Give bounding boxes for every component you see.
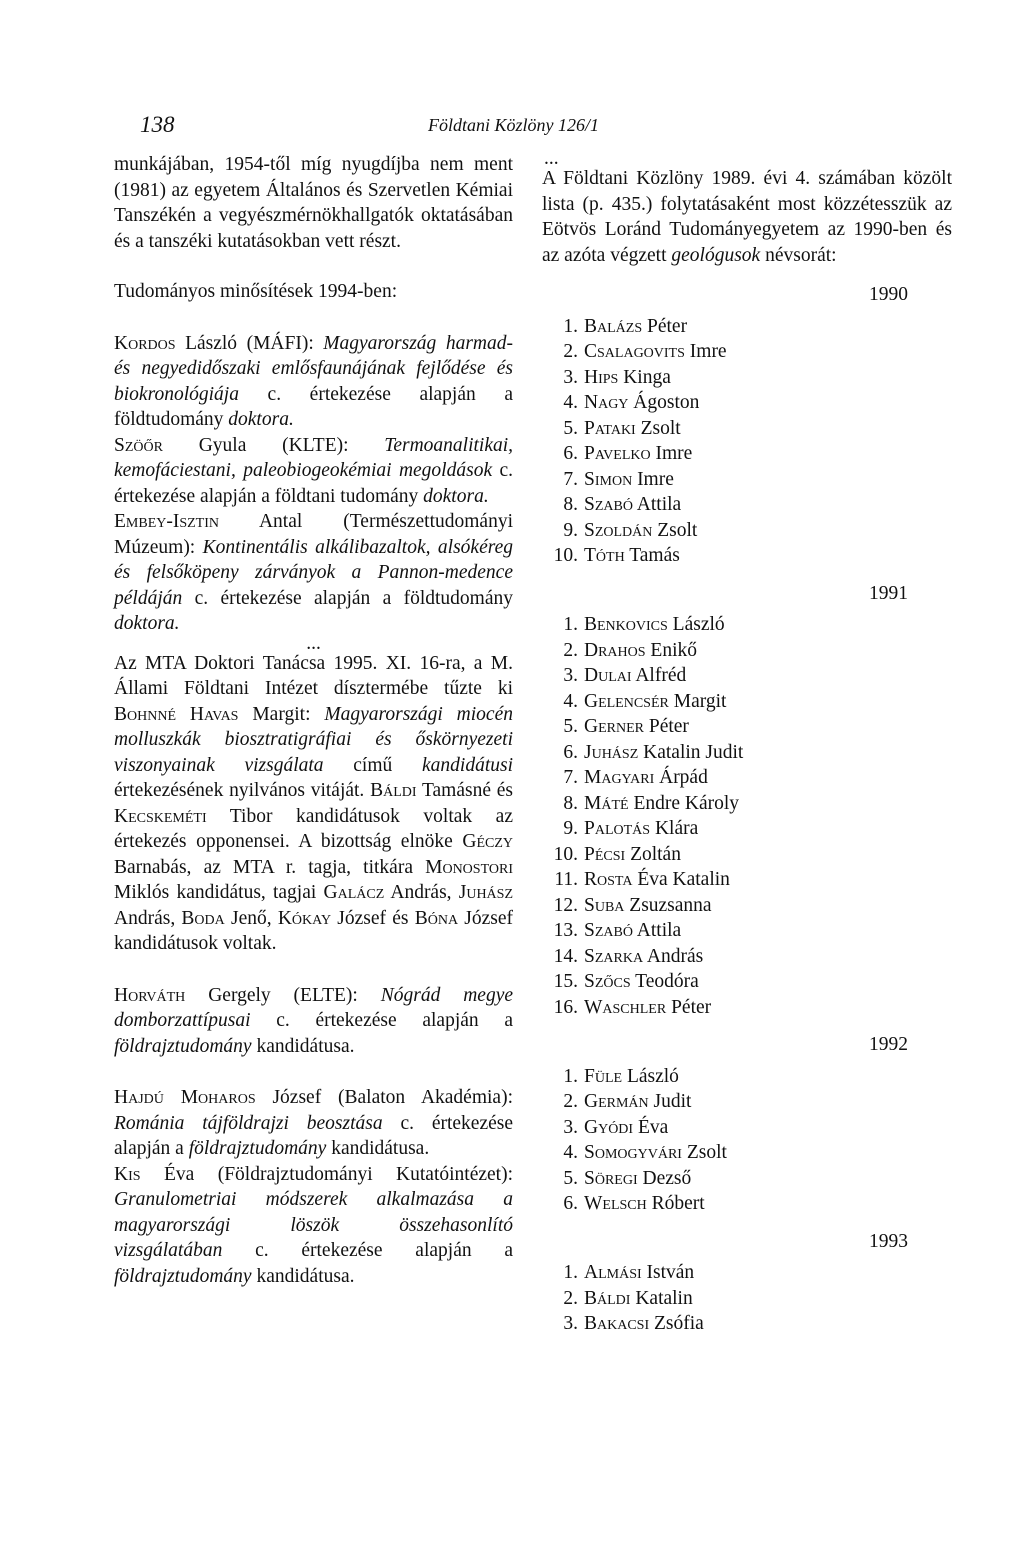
person-name: Báldi xyxy=(370,780,417,801)
list-number: 4. xyxy=(563,1142,578,1163)
list-number: 5. xyxy=(563,1167,578,1189)
entry-text: c. értekezése alapján a xyxy=(255,1240,513,1261)
surname: Szabó xyxy=(584,920,633,941)
year-block-1990 xyxy=(542,282,952,569)
degree: földrajztudomány xyxy=(188,1138,327,1159)
surname: Gelencsér xyxy=(584,690,669,712)
thesis-title: Kontinentális alkálibazaltok, alsókéreg és felsőköpeny zárványok a Pannon-medence példáján xyxy=(114,536,513,609)
list-item xyxy=(542,867,952,893)
given-name: Attila xyxy=(636,494,682,515)
list-number: 7. xyxy=(563,767,578,788)
surname: Szabó xyxy=(584,494,633,515)
given-name: Judit xyxy=(653,1091,692,1112)
list-item xyxy=(542,1311,952,1337)
surname: Rosta xyxy=(584,869,633,890)
entry-horvath xyxy=(114,983,513,1060)
entry-text: Gyula (KLTE): xyxy=(198,434,349,456)
entry-text: c. értekezése alapján a xyxy=(276,1010,513,1031)
surname: Magyari xyxy=(584,767,655,788)
entry-text: Miklós kandidátus, tagjai xyxy=(114,882,317,903)
list-item xyxy=(542,441,952,467)
list-number: 6. xyxy=(563,741,578,763)
given-name: Enikő xyxy=(650,639,698,661)
year-heading: 1992 xyxy=(869,1034,908,1055)
list-number: 2. xyxy=(563,639,578,661)
intro-emphasis: geológusok xyxy=(671,244,761,266)
entry-text: József kandidátusok voltak. xyxy=(114,907,514,954)
graduates-list xyxy=(542,282,952,1337)
thesis-title: Románia tájföldrajzi beosztása xyxy=(114,1112,383,1134)
surname: Palotás xyxy=(584,818,651,839)
list-item xyxy=(542,995,952,1021)
entry-text: József és xyxy=(337,907,409,929)
entry-text: Az MTA Doktori Tanácsa 1995. XI. 16-ra, a M. Állami Földtani Intézet dísztermébe tűzte ki xyxy=(114,652,513,699)
surname: Benkovics xyxy=(584,614,668,635)
graduate-list xyxy=(542,612,952,1020)
list-item xyxy=(542,969,952,995)
surname: Báldi xyxy=(584,1287,631,1309)
surname: Gerner xyxy=(584,716,644,737)
given-name: Kinga xyxy=(623,366,671,388)
given-name: Katalin Judit xyxy=(643,741,744,763)
entry-text: c. értekezése alapján a xyxy=(114,1112,513,1159)
surname: Pavelko xyxy=(584,443,651,464)
entry-text: Éva (Földrajztudományi Kutatóintézet): xyxy=(163,1163,513,1185)
given-name: Klára xyxy=(654,818,699,839)
entry-text: Barnabás, az MTA r. tagja, titkára xyxy=(114,856,413,878)
given-name: Imre xyxy=(689,341,727,362)
surname: Dulai xyxy=(584,665,632,686)
list-item xyxy=(542,816,952,842)
person-name: Kecskeméti xyxy=(114,805,207,827)
list-number: 1. xyxy=(563,1262,578,1283)
given-name: Éva Katalin xyxy=(637,869,730,890)
given-name: Zsófia xyxy=(654,1313,704,1334)
person-name: Hajdú Moharos xyxy=(114,1087,256,1108)
entry-text: című xyxy=(353,754,393,776)
year-block-1993 xyxy=(542,1229,952,1337)
entry-text: András, xyxy=(114,907,176,929)
entry-text: c. értekezése alapján a földtani tudomány xyxy=(114,460,514,507)
person-name: Kordos xyxy=(114,332,176,354)
surname: Simon xyxy=(584,468,633,490)
given-name: István xyxy=(646,1262,695,1283)
person-name: Kókay xyxy=(277,907,332,929)
list-number: 10. xyxy=(553,843,578,865)
list-item xyxy=(542,842,952,868)
surname: Bakacsi xyxy=(584,1313,650,1334)
given-name: Zsolt xyxy=(686,1142,727,1163)
given-name: Attila xyxy=(636,920,682,941)
list-number: 11. xyxy=(554,869,578,890)
person-name: Boda xyxy=(181,907,225,929)
surname: Gyódi xyxy=(584,1116,634,1138)
given-name: Péter xyxy=(647,315,688,337)
entry-text: c. értekezése alapján a földtudomány xyxy=(194,587,513,609)
intro-text: névsorát: xyxy=(765,244,837,266)
left-column xyxy=(114,152,513,1289)
year-heading: 1990 xyxy=(869,284,908,305)
given-name: László xyxy=(672,614,725,635)
person-name: Galácz xyxy=(323,882,385,903)
graduate-list xyxy=(542,1064,952,1217)
person-name: Bohnné Havas xyxy=(114,703,239,725)
given-name: Róbert xyxy=(651,1193,705,1214)
person-name: Géczy xyxy=(462,831,514,852)
list-number: 6. xyxy=(563,443,578,464)
separator: ... xyxy=(306,632,321,654)
given-name: András xyxy=(646,945,704,967)
given-name: Ágoston xyxy=(633,392,700,413)
list-item xyxy=(542,339,952,365)
given-name: Péter xyxy=(671,996,712,1018)
paragraph-mta xyxy=(114,651,513,957)
given-name: Zsolt xyxy=(657,519,698,541)
given-name: Péter xyxy=(648,716,689,737)
list-number: 2. xyxy=(563,1091,578,1112)
surname: Füle xyxy=(584,1065,623,1087)
surname: Szoldán xyxy=(584,519,653,541)
entry-kordos xyxy=(114,331,513,433)
list-item xyxy=(542,416,952,442)
surname: Pataki xyxy=(584,417,636,439)
entry-szoor xyxy=(114,433,513,510)
list-number: 3. xyxy=(563,1116,578,1138)
list-number: 2. xyxy=(563,341,578,362)
surname: Csalagovits xyxy=(584,341,685,362)
degree: földrajztudomány xyxy=(114,1265,252,1287)
list-item xyxy=(542,612,952,638)
list-item xyxy=(542,765,952,791)
entry-text: László (MÁFI): xyxy=(185,332,314,354)
surname: Tóth xyxy=(584,545,625,566)
intro-text: A Földtani Közlöny 1989. évi 4. számában közölt lista (p. 435.) folytatásaként most közzétesszük az Eötvös Loránd Tudományegyetem az 1990-ben és az azóta végzett xyxy=(542,168,952,266)
list-item xyxy=(542,314,952,340)
degree: földrajztudomány xyxy=(114,1035,252,1057)
right-column xyxy=(542,148,952,1337)
year-heading: 1991 xyxy=(869,582,908,604)
section-heading: Tudományos minősítések 1994-ben: xyxy=(114,281,398,302)
list-item xyxy=(542,1089,952,1115)
list-number: 10. xyxy=(553,545,578,566)
given-name: Zsuzsanna xyxy=(629,894,712,916)
given-name: László xyxy=(626,1065,679,1087)
entry-kis xyxy=(114,1162,513,1290)
list-item xyxy=(542,365,952,391)
entry-hajdu-moharos xyxy=(114,1085,513,1162)
year-block-1992 xyxy=(542,1032,952,1217)
list-item xyxy=(542,1191,952,1217)
entry-text: kandidátusa. xyxy=(256,1035,355,1057)
given-name: Zoltán xyxy=(630,843,681,865)
page-number: 138 xyxy=(140,112,175,137)
list-number: 8. xyxy=(563,792,578,814)
person-name: Juhász xyxy=(458,882,514,903)
list-number: 4. xyxy=(563,690,578,712)
list-number: 4. xyxy=(563,392,578,413)
given-name: Endre Károly xyxy=(633,792,740,814)
graduates-intro xyxy=(542,148,952,268)
surname: Pécsi xyxy=(584,843,626,865)
entry-text: József (Balaton Akadémia): xyxy=(272,1087,513,1108)
year-block-1991 xyxy=(542,581,952,1021)
thesis-title: Magyarország harmad- és negyedidőszaki emlősfaunájának fejlődése és biokronológiája xyxy=(114,332,513,405)
degree: doktora. xyxy=(114,613,180,634)
list-item xyxy=(542,638,952,664)
given-name: Katalin xyxy=(635,1287,693,1309)
list-item xyxy=(542,467,952,493)
list-number: 3. xyxy=(563,1313,578,1334)
surname: Nagy xyxy=(584,392,629,413)
entry-text: c. értekezése alapján a földtudomány xyxy=(114,383,513,430)
list-number: 1. xyxy=(563,1065,578,1087)
list-number: 3. xyxy=(563,665,578,686)
list-number: 9. xyxy=(563,519,578,541)
journal-title: Földtani Közlöny 126/1 xyxy=(428,115,599,135)
entry-text: Tibor kandidátusok voltak az értekezés opponensei. A bizottság elnöke xyxy=(114,805,513,852)
page-header xyxy=(0,112,1024,142)
thesis-title: Granulometriai módszerek alkalmazása a magyarországi löszök összehasonlító vizsgálatában xyxy=(114,1189,513,1261)
surname: Drahos xyxy=(584,639,646,661)
degree: doktora. xyxy=(423,485,489,507)
list-number: 1. xyxy=(563,614,578,635)
entry-text: Jenő, xyxy=(230,907,272,929)
list-item xyxy=(542,740,952,766)
surname: Suba xyxy=(584,894,625,916)
list-number: 16. xyxy=(553,996,578,1018)
given-name: Teodóra xyxy=(635,971,699,992)
given-name: Imre xyxy=(637,468,674,490)
list-number: 7. xyxy=(563,468,578,490)
list-item xyxy=(542,1260,952,1286)
list-number: 5. xyxy=(563,716,578,737)
surname: Somogyvári xyxy=(584,1142,682,1163)
list-item xyxy=(542,918,952,944)
given-name: Éva xyxy=(637,1116,669,1138)
list-number: 9. xyxy=(563,818,578,839)
list-number: 8. xyxy=(563,494,578,515)
surname: Waschler xyxy=(584,996,667,1018)
list-number: 15. xyxy=(553,971,578,992)
degree: kandidátusi xyxy=(422,754,514,776)
given-name: Árpád xyxy=(659,767,708,788)
entry-text: András, xyxy=(390,882,452,903)
graduate-list xyxy=(542,1260,952,1337)
given-name: Tamás xyxy=(629,545,680,566)
person-name: Kis xyxy=(114,1163,141,1185)
entry-text: Antal (Természettudományi Múzeum): xyxy=(114,511,513,558)
surname: Welsch xyxy=(584,1193,647,1214)
list-item xyxy=(542,1166,952,1192)
surname: Germán xyxy=(584,1091,649,1112)
list-number: 2. xyxy=(563,1287,578,1309)
person-name: Bóna xyxy=(414,907,459,929)
graduate-list xyxy=(542,314,952,569)
thesis-title: Nógrád megye domborzattípusai xyxy=(114,984,514,1031)
surname: Juhász xyxy=(584,741,639,763)
surname: Almási xyxy=(584,1262,642,1283)
surname: Szarka xyxy=(584,945,644,967)
list-item xyxy=(542,543,952,569)
entry-text: értekezésének nyilvános vitáját. xyxy=(114,780,365,801)
thesis-title: Termoanalitikai, kemofáciestani, paleobiogeokémiai megoldások xyxy=(114,434,514,481)
list-number: 12. xyxy=(553,894,578,916)
thesis-title: Magyarországi miocén molluszkák biosztratigráfiai és őskörnyezeti viszonyainak vizsgálata xyxy=(114,703,513,776)
list-item xyxy=(542,791,952,817)
given-name: Dezső xyxy=(642,1167,692,1189)
person-name: Szöőr xyxy=(114,434,163,456)
list-item xyxy=(542,492,952,518)
list-number: 13. xyxy=(553,920,578,941)
list-item xyxy=(542,893,952,919)
list-item xyxy=(542,944,952,970)
list-number: 1. xyxy=(563,315,578,337)
surname: Balázs xyxy=(584,315,643,337)
person-name: Horváth xyxy=(114,984,186,1006)
list-number: 5. xyxy=(563,417,578,439)
list-item xyxy=(542,1140,952,1166)
degree: doktora. xyxy=(228,409,294,430)
person-name: Monostori xyxy=(425,856,513,878)
given-name: Margit xyxy=(673,690,727,712)
surname: Máté xyxy=(584,792,629,814)
list-item xyxy=(542,1064,952,1090)
list-item xyxy=(542,714,952,740)
given-name: Zsolt xyxy=(640,417,681,439)
entry-text: Margit: xyxy=(252,703,311,725)
given-name: Imre xyxy=(655,443,693,464)
list-number: 6. xyxy=(563,1193,578,1214)
list-item xyxy=(542,689,952,715)
given-name: Alfréd xyxy=(635,665,687,686)
paragraph-career: munkájában, 1954-től míg nyugdíjba nem ment (1981) az egyetem Általános és Szervetlen Kémiai Tanszékén a vegyészmérnökhallgatók oktatásában és a tanszéki kutatásokban vett részt. xyxy=(114,154,513,252)
list-number: 14. xyxy=(553,945,578,967)
list-item xyxy=(542,518,952,544)
separator: ... xyxy=(544,148,559,169)
list-item xyxy=(542,390,952,416)
entry-text: kandidátusa. xyxy=(331,1138,430,1159)
surname: Hips xyxy=(584,366,619,388)
surname: Söregi xyxy=(584,1167,638,1189)
entry-text: kandidátusa. xyxy=(256,1265,355,1287)
entry-embey-isztin xyxy=(114,509,513,637)
list-item xyxy=(542,1115,952,1141)
list-number: 3. xyxy=(563,366,578,388)
list-item xyxy=(542,663,952,689)
list-item xyxy=(542,1286,952,1312)
year-heading: 1993 xyxy=(869,1230,908,1252)
surname: Szőcs xyxy=(584,971,631,992)
person-name: Embey-Isztin xyxy=(114,511,220,532)
entry-text: Tamásné és xyxy=(421,780,514,801)
entry-text: Gergely (ELTE): xyxy=(208,984,358,1006)
